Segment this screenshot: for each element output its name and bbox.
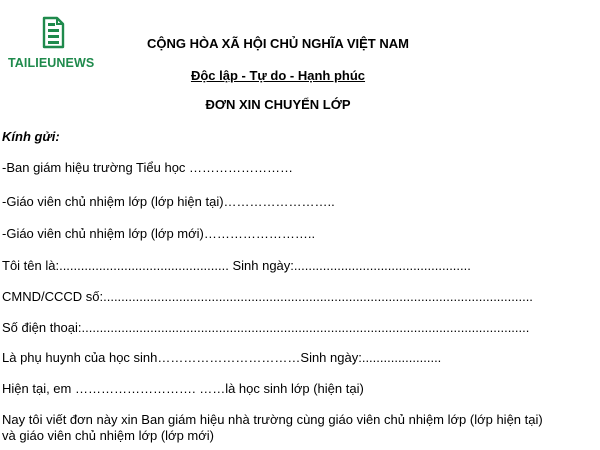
greeting: Kính gửi: <box>2 129 60 144</box>
motto-heading: Độc lập - Tự do - Hạnh phúc <box>190 68 366 83</box>
parent-of-line: Là phụ huynh của học sinh……………………………Sinh ngày:...................... <box>2 350 442 365</box>
brand-name: TAILIEUNEWS <box>8 56 95 70</box>
request-line-2: và giáo viên chủ nhiệm lớp (lớp mới) <box>2 428 214 443</box>
current-class-line: Hiện tại, em ………………………. ……là học sinh lớp (hiện tại) <box>2 381 364 396</box>
request-paragraph <box>2 412 543 444</box>
country-heading: CỘNG HÒA XÃ HỘI CHỦ NGHĨA VIỆT NAM <box>147 36 409 51</box>
id-number-line: CMND/CCCD số:....................................................................................................................... <box>2 289 533 304</box>
name-dob-line: Tôi tên là:............................................... Sinh ngày:................................................. <box>2 258 471 273</box>
recipient-current-teacher: -Giáo viên chủ nhiệm lớp (lớp hiện tại)…………………….. <box>2 194 335 209</box>
recipient-principal: -Ban giám hiệu trường Tiểu học …………………… <box>2 160 294 175</box>
request-line-1: Nay tôi viết đơn này xin Ban giám hiệu nhà trường cùng giáo viên chủ nhiệm lớp (lớp hiện tại) <box>2 412 543 427</box>
document-icon <box>40 16 66 50</box>
recipient-new-teacher: -Giáo viên chủ nhiệm lớp (lớp mới)…………………….. <box>2 226 316 241</box>
phone-line: Số điện thoại:............................................................................................................................ <box>2 320 530 335</box>
document-title: ĐƠN XIN CHUYỂN LỚP <box>205 97 351 112</box>
